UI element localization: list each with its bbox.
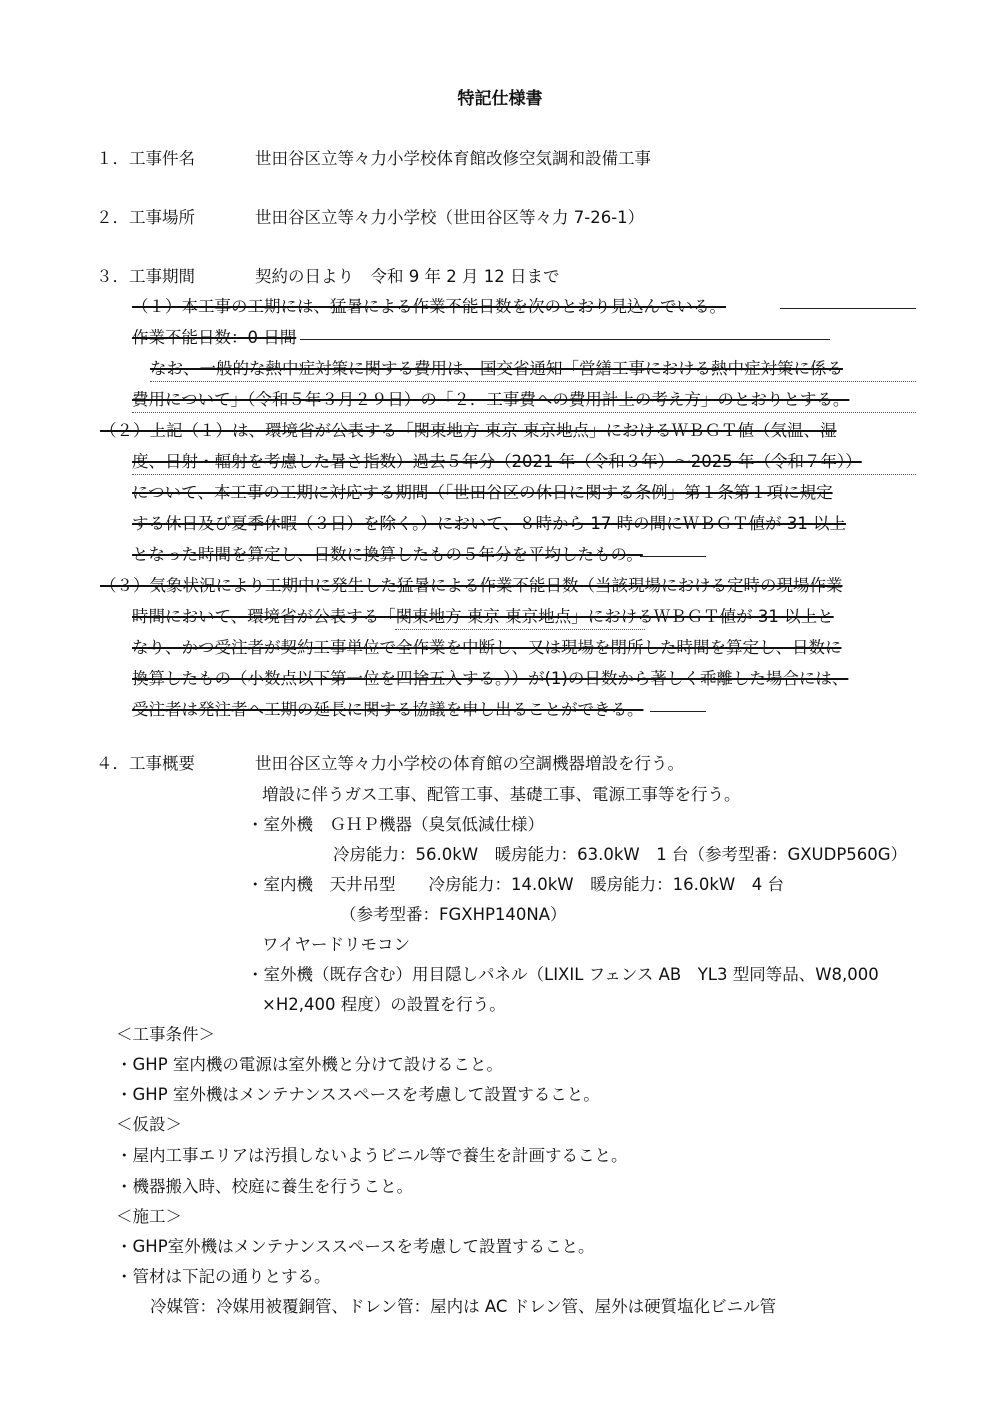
section-1-label: １．工事件名 [96, 149, 195, 168]
struck-text-line: 費用について」（令和５年３月２９日）の「２．工事費への費用計上の考え方」のとおりとする。 [132, 390, 850, 409]
condition-item: ・GHP 室外機はメンテナンススペースを考慮して設置すること。 [116, 1085, 600, 1104]
construction-heading: ＜施工＞ [116, 1207, 182, 1226]
struck-text-line: （３）気象状況により工期中に発生した猛暑による作業不能日数（当該現場における定時の現場作業 [100, 576, 843, 595]
strike-extension-line [780, 308, 916, 309]
struck-text-line: （２）上記（１）は、環境省が公表する「関東地方 東京 東京地点」におけるＷＢＧＴ値（気温、湿 [100, 421, 837, 440]
conditions-heading: ＜工事条件＞ [116, 1025, 215, 1044]
overview-line: ・室内機 天井吊型 冷房能力：14.0kW 暖房能力：16.0kW 4 台 [247, 875, 784, 894]
temporary-item: ・屋内工事エリアは汚損しないようビニル等で養生を計画すること。 [116, 1146, 628, 1165]
struck-text-line: 作業不能日数：0 日間 [132, 328, 297, 347]
temporary-heading: ＜仮設＞ [116, 1115, 182, 1134]
section-2-value: 世田谷区立等々力小学校（世田谷区等々力 7-26-1） [255, 208, 645, 227]
construction-item: 冷媒管：冷媒用被覆銅管、ドレン管：屋内は AC ドレン管、屋外は硬質塩化ビニル管 [150, 1297, 777, 1316]
overview-line: ×H2,400 程度）の設置を行う。 [262, 995, 506, 1014]
struck-text-line: （１）本工事の工期には、猛暑による作業不能日数を次のとおり見込んでいる。 [132, 297, 726, 316]
overview-line: ワイヤードリモコン [262, 935, 411, 954]
strike-extension-line [650, 711, 706, 712]
overview-line: ・室外機（既存含む）用目隠しパネル（LIXIL フェンス AB YL3 型同等品、W8,000 [247, 965, 879, 984]
overview-line: ・室外機 ＧＨＰ機器（臭気低減仕様） [247, 815, 544, 834]
struck-text-line: 時間において、環境省が公表する「関東地方 東京 東京地点」におけるＷＢＧＴ値が 31 以上と [132, 607, 834, 626]
struck-text-line: 換算したもの（小数点以下第一位を四捨五入する。））が(1)の日数から著しく乖離した場合には、 [132, 669, 849, 688]
dotted-underline [132, 474, 916, 475]
struck-text-line: 受注者は発注者へ工期の延長に関する協議を申し出ることができる。 [132, 700, 644, 719]
struck-text-line: について、本工事の工期に対応する期間（「世田谷区の休日に関する条例」第１条第１項に規定 [132, 483, 833, 502]
dotted-underline [395, 629, 645, 630]
section-3-label: ３．工事期間 [96, 267, 195, 286]
overview-line: 世田谷区立等々力小学校の体育館の空調機器増設を行う。 [255, 754, 684, 773]
dotted-underline [132, 412, 916, 413]
struck-text-line: する休日及び夏季休暇（３日）を除く。）において、８時から 17 時の間にＷＢＧＴ値が 31 以上 [132, 514, 847, 533]
overview-line: 増設に伴うガス工事、配管工事、基礎工事、電源工事等を行う。 [262, 785, 741, 804]
struck-text-line: 度、日射・輻射を考慮した暑さ指数）過去５年分（2021 年（令和３年）～2025 年（令和７年）） [132, 452, 862, 471]
temporary-item: ・機器搬入時、校庭に養生を行うこと。 [116, 1177, 413, 1196]
overview-line: （参考型番：FGXHP140NA） [340, 905, 567, 924]
strike-extension-line [640, 556, 706, 557]
construction-item: ・管材は下記の通りとする。 [116, 1267, 331, 1286]
construction-item: ・GHP室外機はメンテナンススペースを考慮して設置すること。 [116, 1237, 595, 1256]
struck-text-line: なお、一般的な熱中症対策に関する費用は、国交省通知「営繕工事における熱中症対策に係る [150, 359, 843, 378]
section-3-value: 契約の日より 令和 9 年 2 月 12 日まで [255, 267, 560, 286]
dotted-underline [150, 381, 916, 382]
section-4-label: ４．工事概要 [96, 754, 195, 773]
struck-text-line: なり、かつ受注者が契約工事単位で全作業を中断し、又は現場を閉所した時間を算定し、日数に [132, 638, 842, 657]
page-title: 特記仕様書 [457, 89, 543, 109]
strike-extension-line [300, 339, 830, 340]
struck-text-line: となった時間を算定し、日数に換算したもの５年分を平均したもの。 [132, 545, 643, 564]
overview-line: 冷房能力：56.0kW 暖房能力：63.0kW 1 台（参考型番：GXUDP560G） [333, 845, 908, 864]
section-1-value: 世田谷区立等々力小学校体育館改修空気調和設備工事 [255, 149, 651, 168]
condition-item: ・GHP 室内機の電源は室外機と分けて設けること。 [116, 1055, 503, 1074]
section-2-label: ２．工事場所 [96, 208, 195, 227]
